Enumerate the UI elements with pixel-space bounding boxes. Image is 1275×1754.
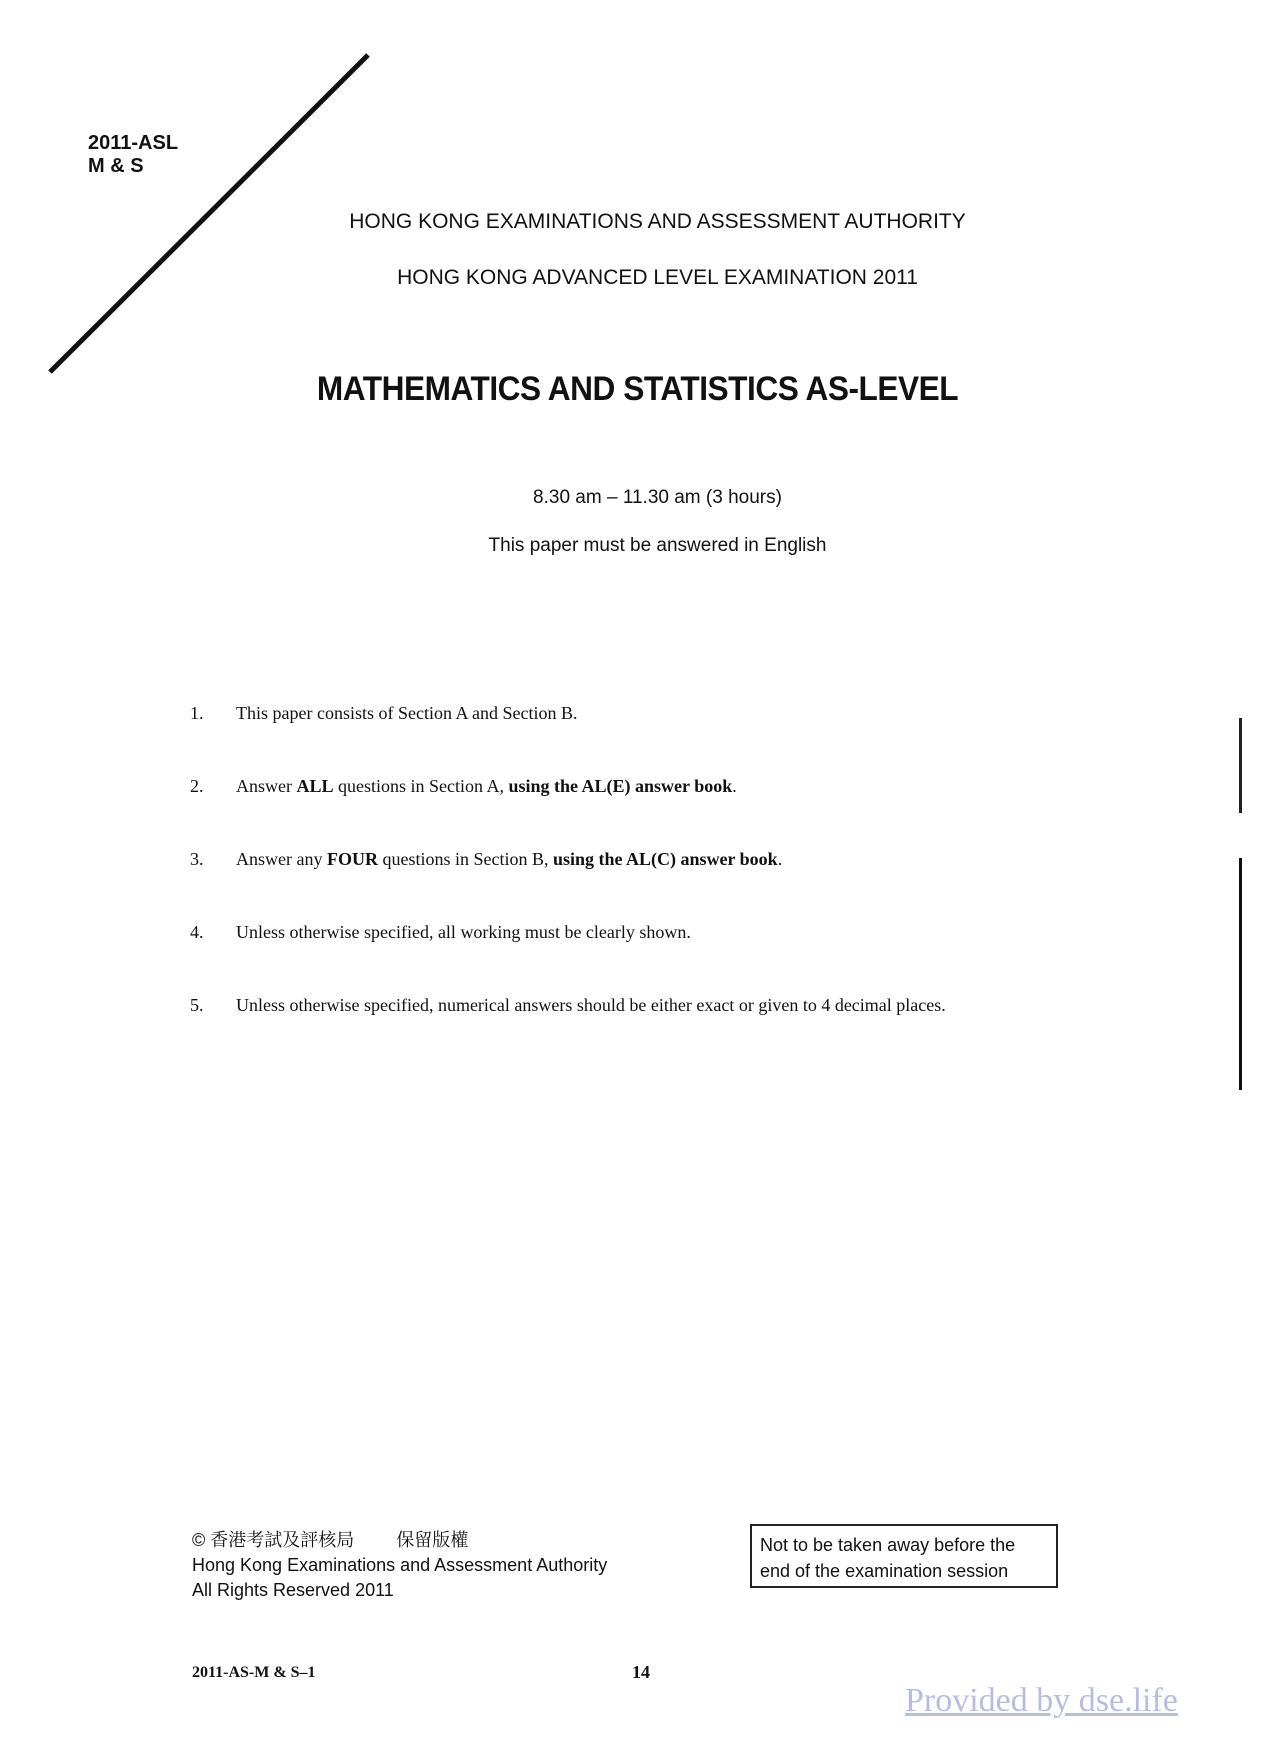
instruction-number: 2. (190, 776, 204, 796)
language-note: This paper must be answered in English (488, 535, 827, 556)
exam-heading: HONG KONG ADVANCED LEVEL EXAMINATION 2011 (397, 266, 918, 289)
instruction-text-post: . (732, 776, 737, 796)
copyright-block (192, 1528, 607, 1603)
instruction-emphasis: FOUR (326, 849, 378, 869)
instruction-emphasis: using the AL(E) answer book (508, 776, 733, 796)
instruction-item (190, 776, 1090, 797)
notice-box (750, 1524, 1058, 1588)
paper-code (88, 132, 178, 178)
instruction-number: 1. (190, 703, 204, 723)
instruction-item (190, 703, 1090, 724)
instruction-text-mid: questions in Section B, (377, 849, 553, 869)
watermark-link[interactable]: Provided by dse.life (905, 1682, 1178, 1719)
paper-code-line2: M & S (88, 155, 144, 177)
instruction-text-pre: Answer (236, 776, 297, 796)
page-number: 14 (632, 1662, 650, 1682)
instruction-item (190, 849, 1090, 870)
instruction-text-pre: Answer any (236, 849, 327, 869)
copyright-chinese-org: © 香港考試及評核局 (192, 1530, 355, 1550)
exam-time: 8.30 am – 11.30 am (3 hours) (533, 487, 782, 508)
instruction-item (190, 995, 1090, 1016)
instruction-text-post: . (777, 849, 783, 869)
paper-title: MATHEMATICS AND STATISTICS AS-LEVEL (316, 370, 959, 408)
copyright-chinese (192, 1528, 607, 1553)
instruction-emphasis: using the AL(C) answer book (552, 849, 778, 869)
notice-line2: end of the examination session (760, 1561, 1009, 1581)
instruction-item (190, 922, 1090, 943)
instruction-number: 3. (190, 849, 204, 869)
authority-heading: HONG KONG EXAMINATIONS AND ASSESSMENT AUTHORITY (349, 210, 966, 233)
instruction-number: 5. (190, 995, 204, 1015)
instruction-text: This paper consists of Section A and Section B. (236, 703, 578, 723)
diagonal-slash-mark (0, 0, 400, 400)
instruction-number: 4. (190, 922, 204, 942)
instruction-text: Unless otherwise specified, all working must be clearly shown. (236, 922, 691, 942)
scan-edge-mark (1239, 718, 1243, 1090)
copyright-org: Hong Kong Examinations and Assessment Authority (192, 1555, 608, 1575)
instruction-text-mid: questions in Section A, (333, 776, 509, 796)
instruction-emphasis: ALL (296, 776, 334, 796)
paper-code-line1: 2011-ASL (88, 132, 179, 154)
instruction-text: Unless otherwise specified, numerical answers should be either exact or given to 4 decimal places. (236, 995, 946, 1015)
copyright-rights: All Rights Reserved 2011 (192, 1580, 394, 1600)
notice-line1: Not to be taken away before the (760, 1535, 1016, 1555)
footer-paper-code: 2011-AS-M & S–1 (192, 1664, 316, 1681)
copyright-chinese-rights: 保留版權 (396, 1530, 469, 1550)
